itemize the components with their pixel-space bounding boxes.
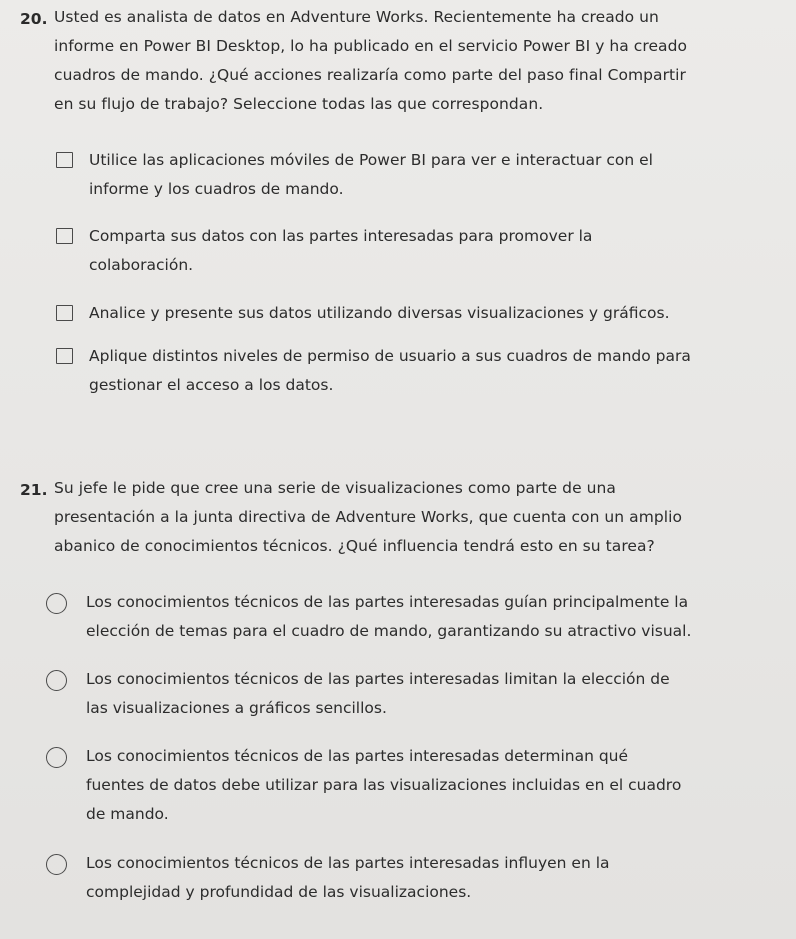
stem-line: presentación a la junta directiva de Adventure Works, que cuenta con un amplio [54,508,682,526]
option-radio-b[interactable] [46,670,67,691]
option-checkbox-c[interactable] [56,305,73,321]
stem-line: informe en Power BI Desktop, lo ha publicado en el servicio Power BI y ha creado [54,37,688,55]
stem-line: abanico de conocimientos técnicos. ¿Qué influencia tendrá esto en su tarea? [54,537,655,555]
stem-line: cuadros de mando. ¿Qué acciones realizaría como parte del paso final Compartir [54,66,686,84]
question-number: 21. [20,481,48,499]
option-radio-c[interactable] [46,747,67,768]
option-line: complejidad y profundidad de las visualizaciones. [86,883,472,901]
stem-line: Su jefe le pide que cree una serie de visualizaciones como parte de una [54,479,616,497]
option-checkbox-d[interactable] [56,348,73,364]
option-line: Analice y presente sus datos utilizando diversas visualizaciones y gráficos. [89,304,670,322]
option-label-b[interactable] [86,665,670,723]
option-line: colaboración. [89,256,194,274]
question-stem [54,3,754,119]
option-line: de mando. [86,805,169,823]
option-label-d[interactable] [86,849,610,907]
option-radio-a[interactable] [46,593,67,614]
option-label-c[interactable] [89,299,670,328]
question-number: 20. [20,10,48,28]
option-line: Los conocimientos técnicos de las partes interesadas guían principalmente la [86,593,689,611]
option-checkbox-b[interactable] [56,228,73,244]
option-line: las visualizaciones a gráficos sencillos. [86,699,387,717]
option-label-d[interactable] [89,342,691,400]
option-line: Los conocimientos técnicos de las partes interesadas limitan la elección de [86,670,670,688]
option-label-b[interactable] [89,222,592,280]
option-line: elección de temas para el cuadro de mando, garantizando su atractivo visual. [86,622,692,640]
option-label-a[interactable] [86,588,691,646]
stem-line: en su flujo de trabajo? Seleccione todas las que correspondan. [54,95,544,113]
option-line: Los conocimientos técnicos de las partes interesadas influyen en la [86,854,610,872]
option-line: Utilice las aplicaciones móviles de Power BI para ver e interactuar con el [89,151,653,169]
option-line: fuentes de datos debe utilizar para las visualizaciones incluidas en el cuadro [86,776,682,794]
option-line: Aplique distintos niveles de permiso de usuario a sus cuadros de mando para [89,347,691,365]
question-stem [54,474,754,561]
stem-line: Usted es analista de datos en Adventure Works. Recientemente ha creado un [54,8,659,26]
option-label-c[interactable] [86,742,681,829]
option-line: informe y los cuadros de mando. [89,180,344,198]
option-label-a[interactable] [89,146,653,204]
option-line: Comparta sus datos con las partes interesadas para promover la [89,227,593,245]
option-radio-d[interactable] [46,854,67,875]
option-line: gestionar el acceso a los datos. [89,376,334,394]
option-checkbox-a[interactable] [56,152,73,168]
option-line: Los conocimientos técnicos de las partes interesadas determinan qué [86,747,629,765]
